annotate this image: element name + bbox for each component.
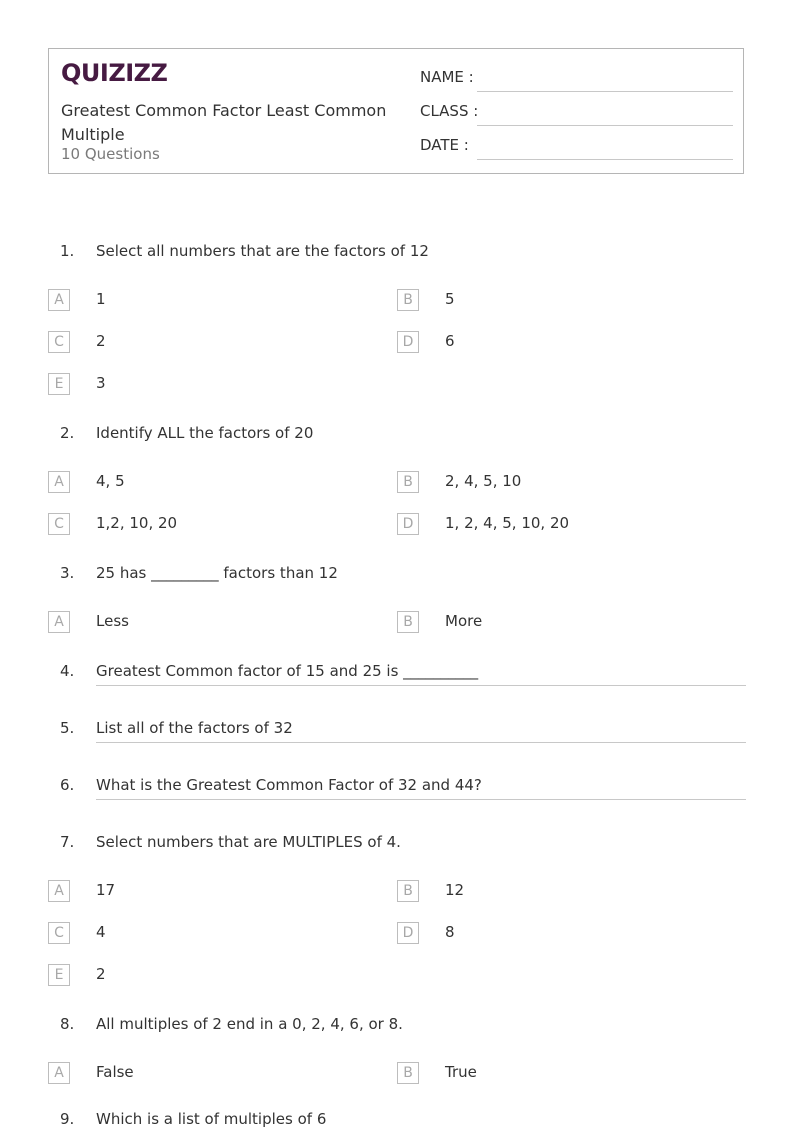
option-text: Less — [96, 612, 129, 630]
option-letter: C — [48, 922, 70, 944]
answer-line[interactable] — [96, 685, 746, 686]
date-field[interactable] — [420, 136, 733, 160]
question-1 — [0, 242, 794, 266]
option-text: 2 — [96, 965, 106, 983]
question-7 — [0, 833, 794, 857]
class-line — [477, 125, 733, 126]
question-text: Select all numbers that are the factors of 12 — [96, 242, 429, 260]
option-letter: A — [48, 611, 70, 633]
option-letter: C — [48, 331, 70, 353]
question-text: Identify ALL the factors of 20 — [96, 424, 314, 442]
question-text: What is the Greatest Common Factor of 32 and 44? — [96, 776, 482, 794]
answer-line[interactable] — [96, 799, 746, 800]
question-number: 6. — [60, 776, 75, 794]
class-field[interactable] — [420, 102, 733, 126]
option-text: 1,2, 10, 20 — [96, 514, 178, 532]
question-text: List all of the factors of 32 — [96, 719, 293, 737]
option-text: 4 — [96, 923, 106, 941]
question-6 — [0, 776, 794, 800]
question-8 — [0, 1015, 794, 1039]
date-label: DATE : — [420, 136, 469, 154]
name-label: NAME : — [420, 68, 474, 86]
option-text: False — [96, 1063, 134, 1081]
name-field[interactable] — [420, 68, 733, 92]
date-line — [477, 159, 733, 160]
option-letter: A — [48, 880, 70, 902]
question-number: 3. — [60, 564, 75, 582]
option-text: 2, 4, 5, 10 — [445, 472, 522, 490]
option-text: 5 — [445, 290, 455, 308]
option-text: 3 — [96, 374, 106, 392]
option-letter: E — [48, 964, 70, 986]
question-3 — [0, 564, 794, 588]
question-number: 8. — [60, 1015, 75, 1033]
option-text: 6 — [445, 332, 455, 350]
question-number: 5. — [60, 719, 75, 737]
worksheet-title: Greatest Common Factor Least Common Multiple — [61, 101, 387, 144]
option-letter: B — [397, 1062, 419, 1084]
question-text: Which is a list of multiples of 6 — [96, 1110, 327, 1128]
option-text: 4, 5 — [96, 472, 125, 490]
option-text: 17 — [96, 881, 116, 899]
quizizz-logo: QUIZIZZ — [61, 59, 168, 87]
question-count: 10 Questions — [61, 145, 160, 163]
worksheet-header — [48, 48, 744, 174]
option-letter: A — [48, 289, 70, 311]
option-text: 2 — [96, 332, 106, 350]
option-letter: D — [397, 331, 419, 353]
option-text: 1 — [96, 290, 106, 308]
name-line — [477, 91, 733, 92]
option-text: 12 — [445, 881, 465, 899]
question-9 — [0, 1110, 794, 1134]
class-label: CLASS : — [420, 102, 479, 120]
option-text: True — [445, 1063, 477, 1081]
question-number: 1. — [60, 242, 75, 260]
question-text: All multiples of 2 end in a 0, 2, 4, 6, or 8. — [96, 1015, 403, 1033]
question-text: Select numbers that are MULTIPLES of 4. — [96, 833, 401, 851]
answer-line[interactable] — [96, 742, 746, 743]
question-number: 4. — [60, 662, 75, 680]
question-number: 9. — [60, 1110, 75, 1128]
option-letter: A — [48, 1062, 70, 1084]
option-letter: A — [48, 471, 70, 493]
option-text: 1, 2, 4, 5, 10, 20 — [445, 514, 570, 532]
question-number: 7. — [60, 833, 75, 851]
question-2 — [0, 424, 794, 448]
question-text: 25 has _________ factors than 12 — [96, 564, 338, 582]
option-letter: B — [397, 611, 419, 633]
option-letter: D — [397, 922, 419, 944]
question-number: 2. — [60, 424, 75, 442]
question-4 — [0, 662, 794, 686]
question-text: Greatest Common factor of 15 and 25 is __________ — [96, 662, 479, 680]
option-letter: E — [48, 373, 70, 395]
option-letter: B — [397, 471, 419, 493]
option-letter: B — [397, 289, 419, 311]
option-text: More — [445, 612, 483, 630]
question-5 — [0, 719, 794, 743]
option-letter: C — [48, 513, 70, 535]
option-letter: D — [397, 513, 419, 535]
option-letter: B — [397, 880, 419, 902]
option-text: 8 — [445, 923, 455, 941]
